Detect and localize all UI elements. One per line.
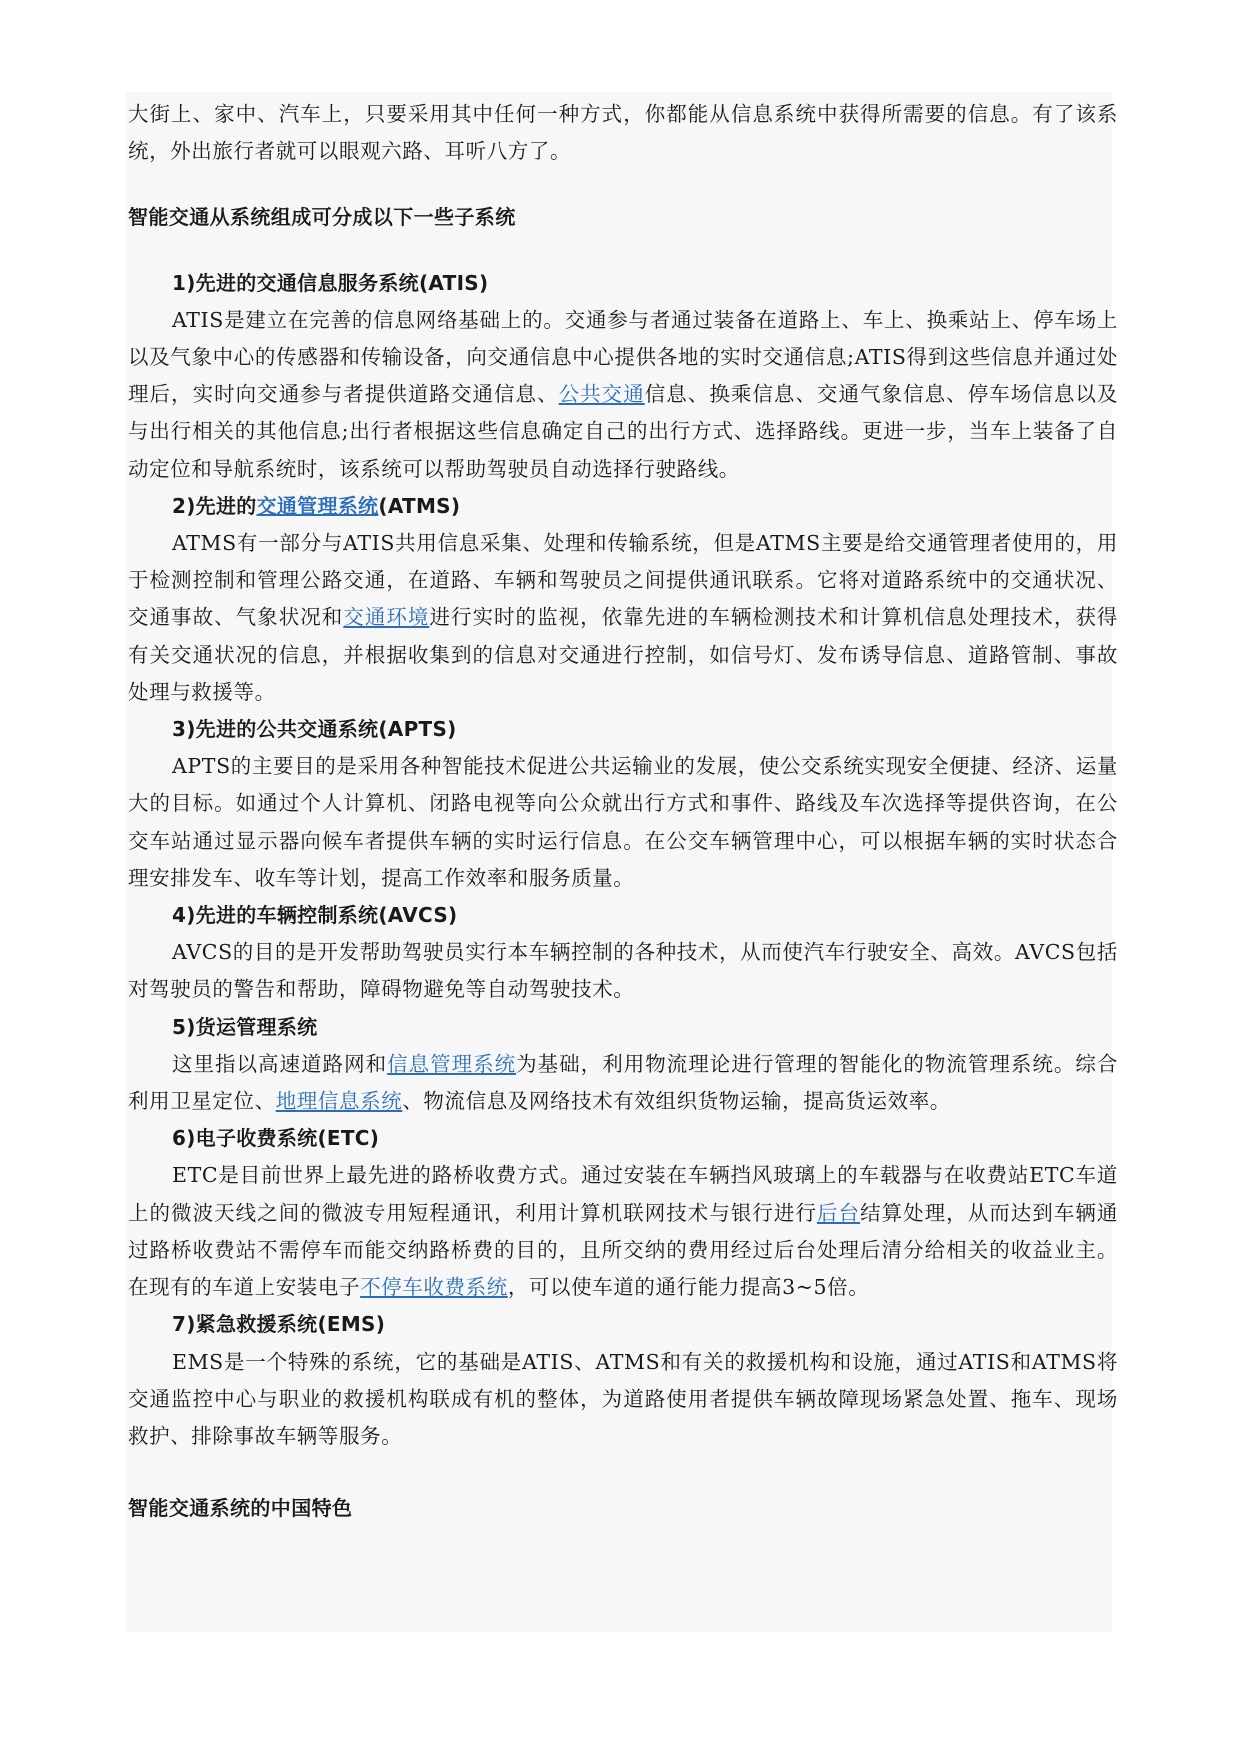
link-backend[interactable]: 后台: [817, 1200, 861, 1225]
atis-paragraph: [128, 302, 1118, 488]
etc-title: 6)电子收费系统(ETC): [172, 1126, 380, 1151]
avcs-paragraph: AVCS的目的是开发帮助驾驶员实行本车辆控制的各种技术，从而使汽车行驶安全、高效。AVCS包括对驾驶员的警告和帮助，障碍物避免等自动驾驶技术。: [128, 940, 1118, 1002]
apts-title: 3)先进的公共交通系统(APTS): [172, 717, 457, 742]
atis-text-a: ATIS是建立在完善的信息网络基础上的。交通参与者通过装备在道路上、车上、换乘站上、停车场上以及气象中心的传感器和传输设备，向交通信息中心提供各地的实时交通信息;ATIS得到这些信息并通过处理后，实时向交通参与者提供道路交通信息、: [128, 307, 1118, 407]
etc-text-c: ，可以使车道的通行能力提高3~5倍。: [507, 1275, 870, 1300]
etc-text-b: 结算处理，从而达到车辆通过路桥收费站不需停车而能交纳路桥费的目的，且所交纳的费用经过后台处理后清分给相关的收益业主。在现有的车道上安装电子: [128, 1200, 1119, 1300]
atms-text-a: ATMS有一部分与ATIS共用信息采集、处理和传输系统，但是ATMS主要是给交通管理者使用的，用于检测控制和管理公路交通，在道路、车辆和驾驶员之间提供通讯联系。它将对道路系统中的交通状况、交通事故、气象状况和: [128, 531, 1118, 630]
avcs-title: 4)先进的车辆控制系统(AVCS): [172, 903, 458, 928]
atms-paragraph: [128, 525, 1118, 711]
atms-title: [128, 488, 1118, 525]
freight-text-b: 为基础，利用物流理论进行管理的智能化的物流管理系统。综合利用卫星定位、: [128, 1051, 1118, 1114]
intro-paragraph: 大街上、家中、汽车上，只要采用其中任何一种方式，你都能从信息系统中获得所需要的信息。有了该系统，外出旅行者就可以眼观六路、耳听八方了。: [128, 102, 1118, 164]
ems-title: 7)紧急救援系统(EMS): [172, 1312, 386, 1337]
link-information-management-system[interactable]: 信息管理系统: [387, 1051, 517, 1076]
freight-text-a: 这里指以高速道路网和: [172, 1051, 388, 1076]
link-non-stop-toll-system[interactable]: 不停车收费系统: [360, 1275, 508, 1300]
atms-text-b: 进行实时的监视，依靠先进的车辆检测技术和计算机信息处理技术，获得有关交通状况的信息，并根据收集到的信息对交通进行控制，如信号灯、发布诱导信息、道路管制、事故处理与救援等。: [128, 605, 1118, 704]
link-geographic-information-system[interactable]: 地理信息系统: [275, 1089, 403, 1114]
link-public-transport[interactable]: 公共交通: [558, 382, 645, 407]
etc-paragraph: [128, 1157, 1118, 1306]
freight-title: 5)货运管理系统: [172, 1014, 318, 1039]
document-body: [128, 96, 1118, 1527]
apts-paragraph: APTS的主要目的是采用各种智能技术促进公共运输业的发展，使公交系统实现安全便捷、经济、运量大的目标。如通过个人计算机、闭路电视等向公众就出行方式和事件、路线及车次选择等提供咨询，在公交车站通过显示器向候车者提供车辆的实时运行信息。在公交车辆管理中心，可以根据车辆的实时状态合理安排发车、收车等计划，提高工作效率和服务质量。: [128, 754, 1118, 890]
freight-text-c: 、物流信息及网络技术有效组织货物运输，提高货运效率。: [402, 1089, 951, 1114]
atis-title: 1)先进的交通信息服务系统(ATIS): [172, 270, 489, 295]
atis-text-b: 信息、换乘信息、交通气象信息、停车场信息以及与出行相关的其他信息;出行者根据这些信息确定自己的出行方式、选择路线。更进一步，当车上装备了自动定位和导航系统时，该系统可以帮助驾驶员自动选择行驶路线。: [128, 382, 1118, 481]
section-heading-china-features: 智能交通系统的中国特色: [128, 1496, 353, 1521]
link-traffic-management-system[interactable]: 交通管理系统: [256, 493, 379, 518]
etc-text-a: ETC是目前世界上最先进的路桥收费方式。通过安装在车辆挡风玻璃上的车载器与在收费站ETC车道上的微波天线之间的微波专用短程通讯，利用计算机联网技术与银行进行: [128, 1163, 1118, 1225]
atms-title-a: 2)先进的: [172, 493, 257, 518]
link-traffic-environment[interactable]: 交通环境: [343, 605, 430, 630]
section-heading-subsystems: 智能交通从系统组成可分成以下一些子系统: [128, 205, 516, 230]
freight-paragraph: [128, 1046, 1118, 1120]
atms-title-b: (ATMS): [378, 493, 461, 518]
ems-paragraph: EMS是一个特殊的系统，它的基础是ATIS、ATMS和有关的救援机构和设施，通过ATIS和ATMS将交通监控中心与职业的救援机构联成有机的整体，为道路使用者提供车辆故障现场紧急处置、拖车、现场救护、排除事故车辆等服务。: [128, 1349, 1118, 1448]
